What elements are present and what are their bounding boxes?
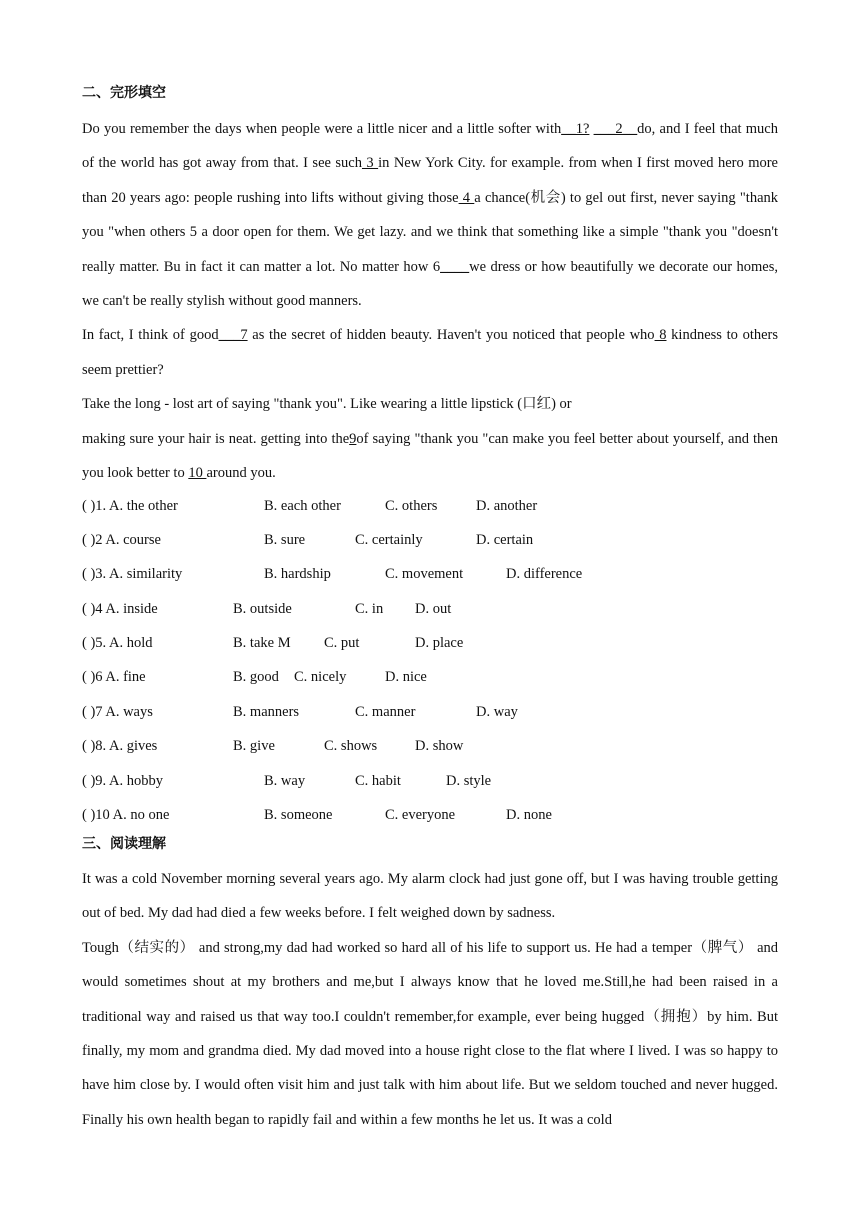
blank-6: ____	[440, 258, 470, 275]
question-9-option-d: D. style	[446, 773, 492, 789]
question-6-stem: ( )6 A. fine	[82, 669, 146, 685]
question-9-option-b: B. way	[264, 773, 306, 789]
question-5-stem: ( )5. A. hold	[82, 635, 153, 651]
question-3-option-c: C. movement	[385, 566, 464, 582]
question-7-option-d: D. way	[476, 704, 518, 720]
question-4-stem: ( )4 A. inside	[82, 601, 158, 617]
question-1-stem: ( )1. A. the other	[82, 498, 178, 514]
question-3-option-b: B. hardship	[264, 566, 331, 582]
cloze-heading: 二、完形填空	[82, 85, 166, 101]
cloze-passage	[82, 112, 778, 490]
reading-passage	[82, 862, 778, 1137]
question-4-option-d: D. out	[415, 601, 452, 617]
blank-1: __1?	[561, 121, 590, 137]
question-5-option-b: B. take M	[233, 635, 291, 651]
cloze-paragraph-1: Do you remember the days when people were a little nicer and a little softer with__1? ___2__do, and I feel that much of the world has got away from that. I see such 3 in New York City. for example. from when I first moved hero more than 20 years ago: people rushing into lifts without giving those 4 a chance(机会) to gel out first, never saying "thank you "when others 5 a door open for them. We get lazy. and we think that something like a simple "thank you "doesn't really matter. Bu in fact it can matter a lot. No matter how 6____we dress or how beautifully we decorate our homes, we can't be really stylish without good manners.	[82, 121, 779, 310]
question-10-option-d: D. none	[506, 807, 552, 823]
question-8-option-c: C. shows	[324, 738, 378, 754]
cloze-paragraph-3: Take the long - lost art of saying "thank you". Like wearing a little lipstick (口红) or	[82, 396, 572, 413]
blank-10: 10	[188, 465, 207, 482]
blank-4: 4	[458, 189, 475, 206]
reading-paragraph-2: Tough（结实的） and strong,my dad had worked so hard all of his life to support us. He had a temper（脾气） and would sometimes shout at my brothers and me,but I always know that he loved me.Still,he had been raised in a traditional way and raised us that way too.I couldn't remember,for example, ever being hugged（拥抱）by him. But finally, my mom and grandma died. My dad moved into a house right close to the flat where I lived. I was so happy to have him close by. I would often visit him and just talk with him about life. But we seldom touched and never hugged. Finally his own health began to rapidly fail and within a few months he let us. It was a cold	[82, 939, 778, 1128]
question-9-stem: ( )9. A. hobby	[82, 773, 163, 789]
question-10-option-b: B. someone	[264, 807, 333, 823]
question-2-option-c: C. certainly	[355, 532, 423, 548]
question-2-option-b: B. sure	[264, 532, 306, 548]
question-2-option-d: D. certain	[476, 532, 534, 548]
cloze-paragraph-4: making sure your hair is neat. getting into the9of saying "thank you "can make you feel better about yourself, and then you look better to 10 around you.	[82, 430, 778, 482]
question-7-stem: ( )7 A. ways	[82, 704, 153, 720]
question-7-option-c: C. manner	[355, 704, 416, 720]
question-4-option-c: C. in	[355, 601, 384, 617]
question-3-option-d: D. difference	[506, 566, 583, 582]
question-7-option-b: B. manners	[233, 704, 300, 720]
question-6-option-b: B. good	[233, 669, 279, 685]
question-2-stem: ( )2 A. course	[82, 532, 161, 548]
question-8-option-d: D. show	[415, 738, 464, 754]
blank-8: 8	[654, 327, 667, 344]
question-1-option-c: C. others	[385, 498, 438, 514]
question-4-option-b: B. outside	[233, 601, 292, 617]
reading-heading: 三、阅读理解	[82, 836, 166, 852]
question-8-option-b: B. give	[233, 738, 275, 754]
blank-3: 3	[361, 155, 379, 172]
question-9-option-c: C. habit	[355, 773, 401, 789]
question-10-option-c: C. everyone	[385, 807, 456, 823]
question-1-option-b: B. each other	[264, 498, 341, 514]
question-6-option-c: C. nicely	[294, 669, 347, 685]
question-8-stem: ( )8. A. gives	[82, 738, 158, 754]
question-10-stem: ( )10 A. no one	[82, 807, 170, 823]
question-5-option-c: C. put	[324, 635, 360, 651]
blank-7: ___7	[218, 327, 248, 344]
question-1-option-d: D. another	[476, 498, 538, 514]
question-3-stem: ( )3. A. similarity	[82, 566, 183, 582]
question-5-option-d: D. place	[415, 635, 464, 651]
cloze-paragraph-2: In fact, I think of good___7 as the secret of hidden beauty. Haven't you noticed that people who 8 kindness to others seem prettier?	[82, 327, 779, 378]
blank-2: ___2__	[593, 121, 638, 137]
blank-9: 9	[349, 430, 357, 447]
question-6-option-d: D. nice	[385, 669, 427, 685]
reading-paragraph-1: It was a cold November morning several years ago. My alarm clock had just gone off, but I was having trouble getting out of bed. My dad had died a few weeks before. I felt weighed down by sadness.	[82, 871, 778, 922]
